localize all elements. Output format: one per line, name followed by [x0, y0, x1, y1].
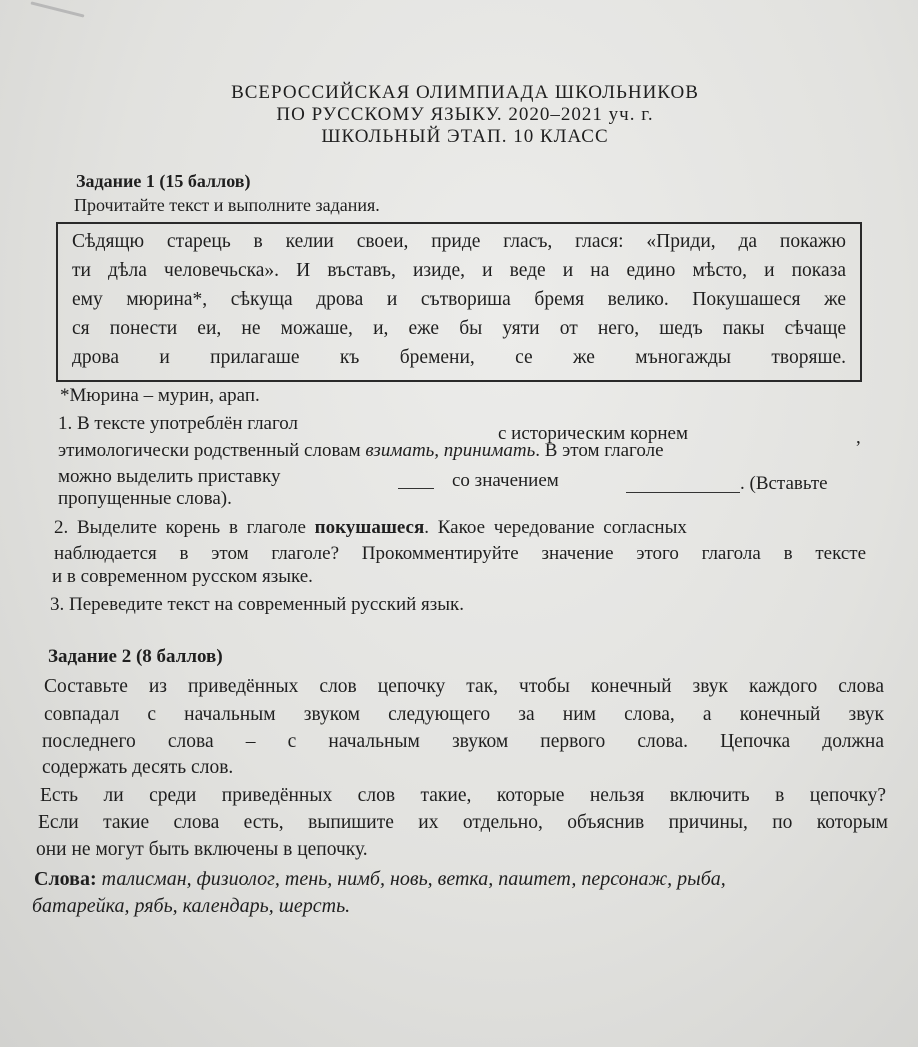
words-line-1 — [34, 868, 726, 891]
pen-mark — [30, 1, 84, 17]
q2-line1-end: . Какое чередование согласных — [424, 517, 687, 538]
header-line-3: ШКОЛЬНЫЙ ЭТАП. 10 КЛАСС — [321, 126, 609, 147]
q2-line3: и в современном русском языке. — [52, 566, 313, 587]
task2-p2-line2: Если такие слова есть, выпишите их отдельно, объяснив причины, по которым — [38, 812, 888, 833]
task1-question-3: 3. Переведите текст на современный русский язык. — [50, 594, 465, 615]
q1-line2 — [58, 440, 664, 462]
quote-line-2: ти дѣла человечьска». И въставъ, изиде, и веде и на едино мѣсто, и показа — [72, 260, 846, 281]
q1-line1-end: , — [856, 427, 861, 448]
task2-p2-line1: Есть ли среди приведённых слов такие, которые нельзя включить в цепочку? — [40, 785, 886, 806]
header-line-2: ПО РУССКОМУ ЯЗЫКУ. 2020–2021 уч. г. — [276, 104, 654, 125]
words-label: Слова: — [34, 868, 97, 890]
q1-line2-italic: взимать, принимать — [365, 440, 536, 461]
header-line-1: ВСЕРОССИЙСКАЯ ОЛИМПИАДА ШКОЛЬНИКОВ — [231, 82, 699, 103]
q1-line4: пропущенные слова). — [58, 488, 232, 509]
task2-p1-line4: содержать десять слов. — [42, 757, 234, 778]
q2-line2: наблюдается в этом глаголе? Прокомментируйте значение этого глагола в тексте — [54, 543, 866, 564]
quote-line-3: ему мюрина*, сѣкуща дрова и сътвориша бремя велико. Покушашеся же — [72, 289, 846, 310]
q1-line1-start: 1. В тексте употреблён глагол — [58, 413, 299, 434]
words-list-1: талисман, физиолог, тень, нимб, новь, ветка, паштет, персонаж, рыба, — [101, 868, 726, 890]
q1-line3-middle: со значением — [452, 470, 559, 491]
task1-heading: Задание 1 (15 баллов) — [76, 171, 251, 191]
task2-p1-line2: совпадал с начальным звуком следующего за ним слова, а конечный звук — [44, 704, 884, 725]
q1-line3-end: . (Вставьте — [740, 473, 828, 494]
q1-line2-end: . В этом глаголе — [535, 440, 664, 461]
blank-meaning — [626, 478, 740, 493]
q1-line1-middle: с историческим корнем — [498, 423, 688, 444]
task2-p2-line3: они не могут быть включены в цепочку. — [36, 839, 368, 860]
document-header — [140, 82, 790, 148]
q1-line2-start: этимологически родственный словам — [58, 440, 361, 461]
blank-prefix — [398, 474, 434, 489]
quote-line-4: ся понести еи, не можаше, и, еже бы уяти от него, шедъ пакы сѣчаще — [72, 318, 846, 339]
quote-line-5: дрова и прилагаше къ бремени, се же мъногажды творяше. — [72, 347, 846, 368]
q2-line1-start: 2. Выделите корень в глаголе — [54, 517, 306, 538]
q2-line1 — [54, 517, 687, 539]
task2-heading: Задание 2 (8 баллов) — [48, 646, 223, 667]
footnote: *Мюрина – мурин, арап. — [60, 385, 260, 406]
q2-bold-verb: покушашеся — [314, 517, 425, 538]
task2-p1-line3: последнего слова – с начальным звуком первого слова. Цепочка должна — [42, 731, 884, 752]
task1-instruction: Прочитайте текст и выполните задания. — [74, 195, 380, 215]
quote-box — [56, 222, 862, 382]
task2-p1-line1: Составьте из приведённых слов цепочку так, чтобы конечный звук каждого слова — [44, 676, 884, 697]
quote-line-1: Сѣдящю старець в келии своеи, приде гласъ, глася: «Приди, да покажю — [72, 231, 846, 252]
words-list-2: батарейка, рябь, календарь, шерсть. — [32, 895, 351, 917]
q1-line3-start: можно выделить приставку — [58, 466, 281, 487]
words-line-2 — [32, 895, 350, 918]
